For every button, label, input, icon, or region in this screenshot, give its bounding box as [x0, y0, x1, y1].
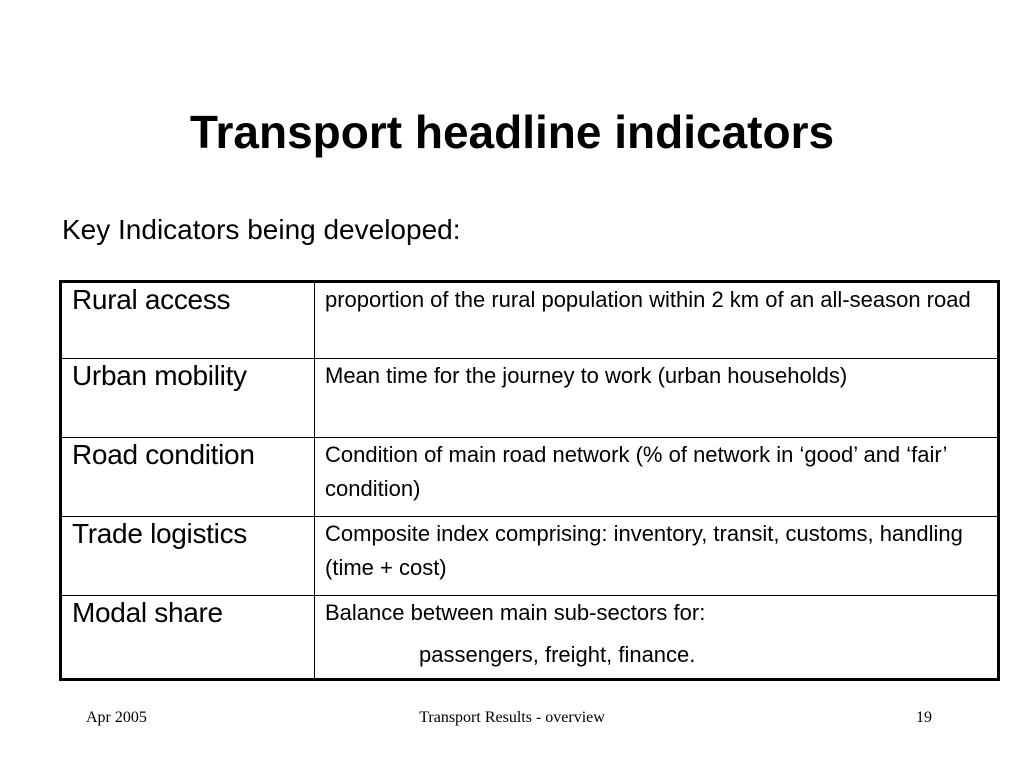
slide-subtitle: Key Indicators being developed:: [62, 214, 461, 245]
table-row: [61, 359, 999, 438]
table-row: [61, 517, 999, 596]
indicator-name: Trade logistics: [61, 517, 315, 596]
indicator-description: Condition of main road network (% of network in ‘good’ and ‘fair’ condition): [315, 438, 999, 517]
table-row: [61, 282, 999, 359]
indicator-name: Rural access: [61, 282, 315, 359]
indicator-name: Road condition: [61, 438, 315, 517]
indicators-table: [59, 280, 1000, 681]
indicator-description: Composite index comprising: inventory, transit, customs, handling (time + cost): [315, 517, 999, 596]
indicator-description-cell: [315, 596, 999, 680]
indicator-description-subline: passengers, freight, finance.: [419, 642, 696, 667]
indicator-name: Modal share: [61, 596, 315, 680]
table-row: [61, 438, 999, 517]
indicator-description: Mean time for the journey to work (urban households): [315, 359, 999, 438]
indicator-description: proportion of the rural population within 2 km of an all-season road: [315, 282, 999, 359]
footer-presentation-title: Transport Results - overview: [419, 709, 605, 726]
footer-page-number: 19: [916, 709, 932, 726]
indicator-description: Balance between main sub-sectors for:: [325, 600, 706, 625]
indicator-name: Urban mobility: [61, 359, 315, 438]
slide-title: Transport headline indicators: [189, 106, 835, 158]
footer-date: Apr 2005: [86, 709, 147, 726]
table-row: [61, 596, 999, 680]
